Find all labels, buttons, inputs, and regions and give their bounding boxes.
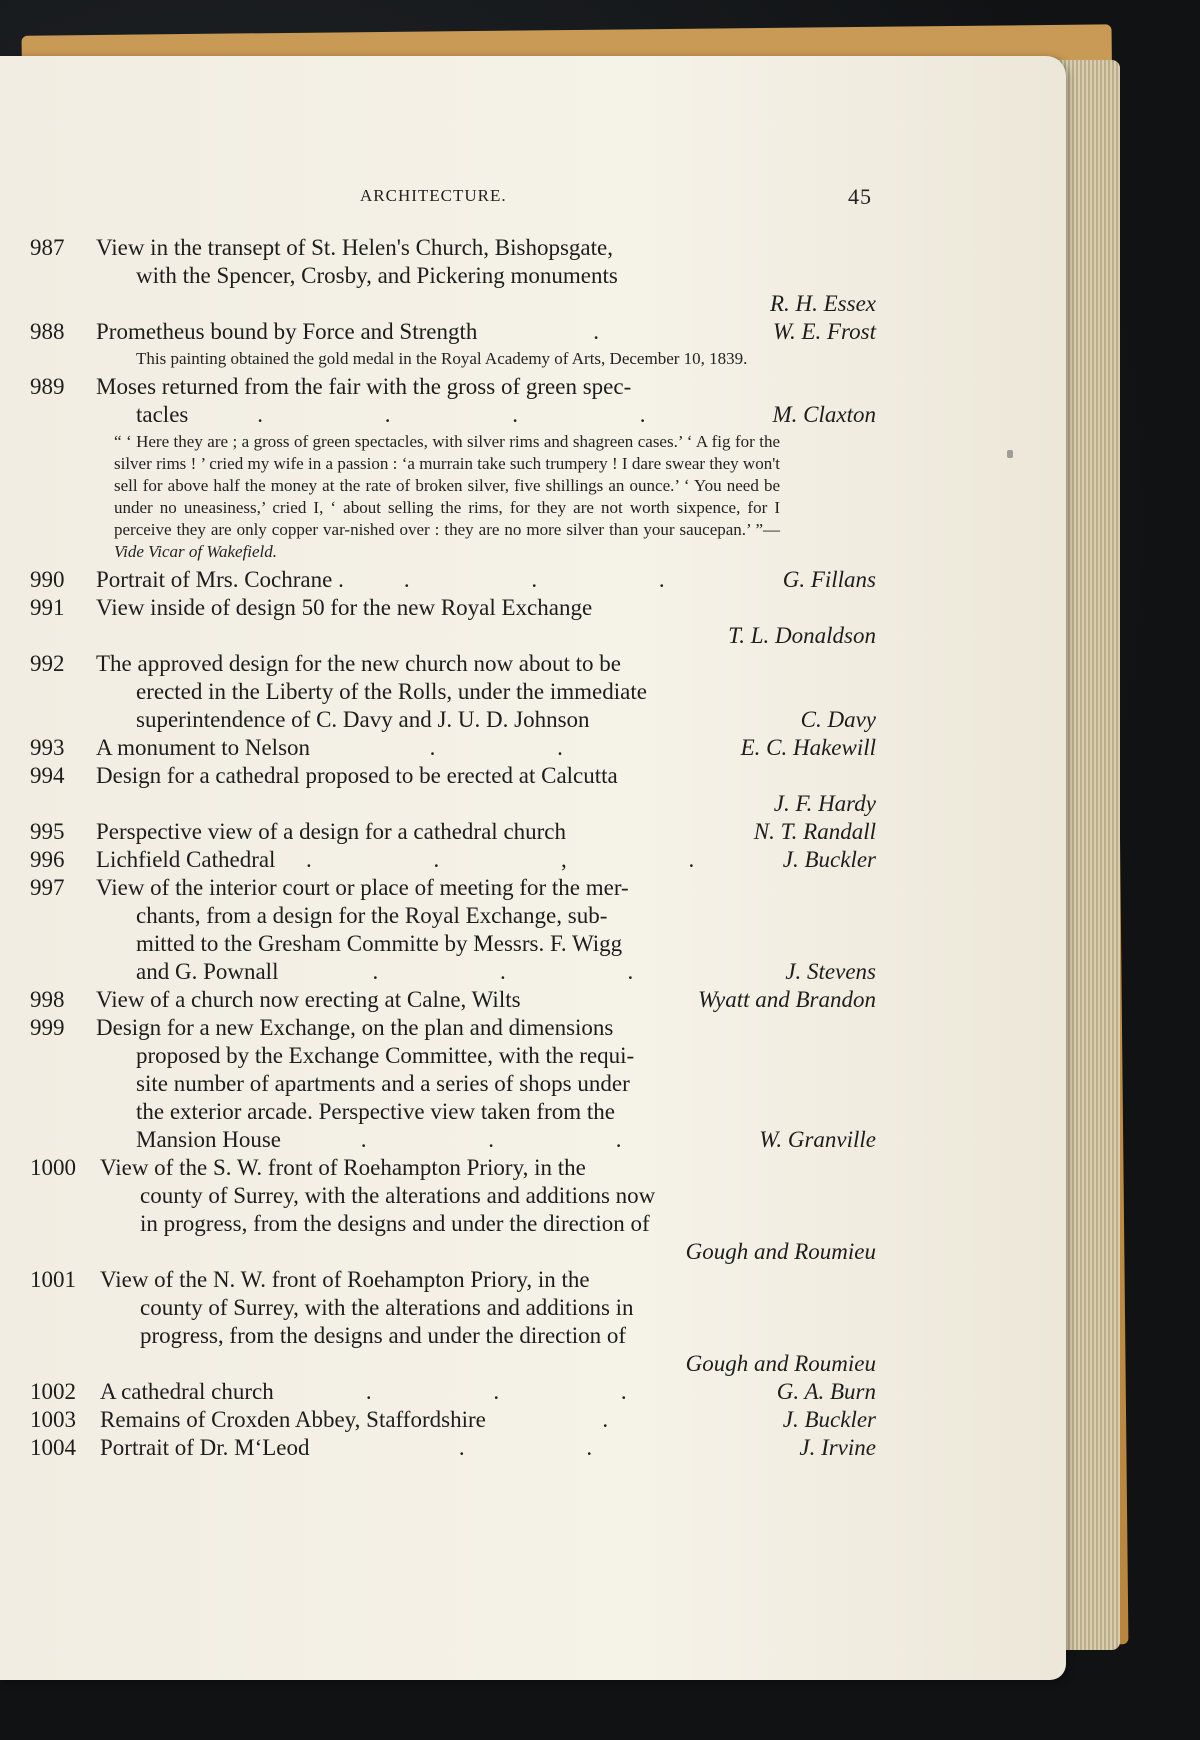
entry-artist: Gough and Roumieu xyxy=(685,1239,876,1264)
entry-number: 995 xyxy=(30,819,65,844)
entry-text: Portrait of Dr. M‘Leod xyxy=(100,1435,310,1460)
entry-note xyxy=(96,431,876,563)
entry-number: 992 xyxy=(30,651,65,676)
entry-text: The approved design for the new church now about to be xyxy=(96,651,622,676)
entry-text: Design for a new Exchange, on the plan and dimensions xyxy=(96,1015,614,1040)
entry-text: county of Surrey, with the alterations and additions now xyxy=(140,1183,656,1208)
catalogue-entry xyxy=(30,818,876,846)
entry-note-citation: Vide Vicar of Wakefield. xyxy=(114,542,278,561)
catalogue-entry xyxy=(30,734,876,762)
entry-text: Design for a cathedral proposed to be erected at Calcutta xyxy=(96,763,618,788)
catalogue-entry xyxy=(30,874,876,986)
entry-text: Lichfield Cathedral xyxy=(96,847,276,872)
catalogue-entry xyxy=(30,234,876,318)
entry-number: 989 xyxy=(30,374,65,399)
entry-text: A cathedral church xyxy=(100,1379,274,1404)
entry-note-text: “ ‘ Here they are ; a gross of green spectacles, with silver rims and shagreen cases.’ ‘ A fig for the silver rims ! ’ cried my wife in a passion : ‘a murrain take such trumpery ! I dare swear they won't sell for above half the money at the rate of broken silver, five shillings an ounce.’ ‘ You need be under no uneasiness,’ cried I, ‘ about selling the rims, for they are not worth sixpence, for I perceive they are only copper var-nished over : they are no more silver than your saucepan.’ ”— xyxy=(114,432,780,539)
entry-artist: G. A. Burn xyxy=(776,1379,876,1404)
catalogue-entry xyxy=(30,1154,876,1266)
entry-note xyxy=(96,348,876,370)
entry-number: 1000 xyxy=(30,1155,76,1180)
entry-number: 996 xyxy=(30,847,65,872)
entry-text: Perspective view of a design for a cathedral church xyxy=(96,819,567,844)
entry-text: A monument to Nelson xyxy=(96,735,311,760)
entry-text: and G. Pownall xyxy=(136,959,279,984)
entry-artist: N. T. Randall xyxy=(753,819,876,844)
entry-text: erected in the Liberty of the Rolls, under the immediate xyxy=(136,679,647,704)
entry-artist: J. Stevens xyxy=(785,959,876,984)
entry-artist: J. Buckler xyxy=(782,1407,876,1432)
entry-artist: J. Buckler xyxy=(782,847,876,872)
catalogue-entry xyxy=(30,566,876,594)
entry-number: 1002 xyxy=(30,1379,76,1404)
entry-artist: W. Granville xyxy=(759,1127,876,1152)
catalogue-entry xyxy=(30,846,876,874)
entry-text: in progress, from the designs and under the direction of xyxy=(140,1211,650,1236)
leader-dots: . . , . xyxy=(305,847,753,872)
entry-text: progress, from the designs and under the direction of xyxy=(140,1323,627,1348)
entry-number: 993 xyxy=(30,735,65,760)
entry-number: 997 xyxy=(30,875,65,900)
catalogue-entry xyxy=(30,762,876,818)
leader-dots: . . . xyxy=(372,959,692,984)
entry-text: Remains of Croxden Abbey, Staffordshire xyxy=(100,1407,486,1432)
entry-text: Portrait of Mrs. Cochrane . xyxy=(96,567,344,592)
entry-text: View of the S. W. front of Roehampton Priory, in the xyxy=(100,1155,586,1180)
entry-text: View of the N. W. front of Roehampton Priory, in the xyxy=(100,1267,590,1292)
leader-dots: . . xyxy=(458,1435,651,1460)
entry-artist: W. E. Frost xyxy=(772,319,876,344)
entry-text: site number of apartments and a series of shops under xyxy=(136,1071,630,1096)
entry-number: 998 xyxy=(30,987,65,1012)
page-number: 45 xyxy=(848,184,872,209)
entry-number: 1004 xyxy=(30,1435,76,1460)
entry-artist: T. L. Donaldson xyxy=(728,623,876,648)
leader-dots: . . . xyxy=(365,1379,685,1404)
entry-artist: R. H. Essex xyxy=(769,291,876,316)
entry-text: county of Surrey, with the alterations and additions in xyxy=(140,1295,634,1320)
leader-dots: . . . xyxy=(360,1127,680,1152)
catalogue-entries xyxy=(30,234,876,1462)
entry-text: with the Spencer, Crosby, and Pickering monuments xyxy=(136,263,618,288)
running-head xyxy=(360,186,880,212)
leader-dots: . . . xyxy=(403,567,723,592)
entry-text: Moses returned from the fair with the gross of green spec- xyxy=(96,374,632,399)
leader-dots: . . xyxy=(429,735,621,760)
entry-text: View inside of design 50 for the new Royal Exchange xyxy=(96,595,593,620)
entry-text: Prometheus bound by Force and Strength xyxy=(96,319,478,344)
entry-number: 987 xyxy=(30,235,65,260)
catalogue-entry xyxy=(30,594,876,650)
entry-text: Mansion House xyxy=(136,1127,282,1152)
running-title: ARCHITECTURE. xyxy=(360,186,507,205)
leader-dots: . xyxy=(593,319,658,344)
catalogue-entry xyxy=(30,1266,876,1378)
entry-artist: E. C. Hakewill xyxy=(740,735,876,760)
leader-dots: . . . . xyxy=(257,402,704,427)
entry-number: 988 xyxy=(30,319,65,344)
entry-number: 994 xyxy=(30,763,65,788)
catalogue-entry xyxy=(30,1434,876,1462)
entry-text: proposed by the Exchange Committee, with the requi- xyxy=(136,1043,635,1068)
entry-text: View in the transept of St. Helen's Church, Bishopsgate, xyxy=(96,235,613,260)
catalogue-entry xyxy=(30,986,876,1014)
entry-number: 990 xyxy=(30,567,65,592)
catalogue-entry xyxy=(30,1378,876,1406)
catalogue-entry xyxy=(30,1014,876,1154)
entry-note-text: This painting obtained the gold medal in the Royal Academy of Arts, December 10, 1839. xyxy=(136,349,748,368)
entry-number: 1003 xyxy=(30,1407,76,1432)
catalogue-entry xyxy=(30,373,876,563)
entry-artist: Gough and Roumieu xyxy=(685,1351,876,1376)
catalogue-entry xyxy=(30,1406,876,1434)
entry-text: the exterior arcade. Perspective view taken from the xyxy=(136,1099,615,1124)
entry-text: superintendence of C. Davy and J. U. D. Johnson xyxy=(136,707,590,732)
entry-artist: J. F. Hardy xyxy=(773,791,876,816)
entry-number: 999 xyxy=(30,1015,65,1040)
page-speck xyxy=(1007,450,1013,458)
leader-dots: . xyxy=(602,1407,667,1432)
entry-artist: M. Claxton xyxy=(772,402,876,427)
entry-artist: J. Irvine xyxy=(799,1435,876,1460)
entry-artist: C. Davy xyxy=(800,707,876,732)
entry-text: mitted to the Gresham Committe by Messrs. F. Wigg xyxy=(136,931,623,956)
catalogue-entry xyxy=(30,318,876,370)
entry-text: chants, from a design for the Royal Exchange, sub- xyxy=(136,903,608,928)
entry-artist: Wyatt and Brandon xyxy=(697,987,876,1012)
catalogue-entry xyxy=(30,650,876,734)
entry-artist: G. Fillans xyxy=(782,567,876,592)
entry-number: 1001 xyxy=(30,1267,76,1292)
entry-text: View of the interior court or place of meeting for the mer- xyxy=(96,875,629,900)
entry-text: tacles xyxy=(136,402,189,427)
entry-number: 991 xyxy=(30,595,65,620)
entry-text: View of a church now erecting at Calne, Wilts xyxy=(96,987,521,1012)
